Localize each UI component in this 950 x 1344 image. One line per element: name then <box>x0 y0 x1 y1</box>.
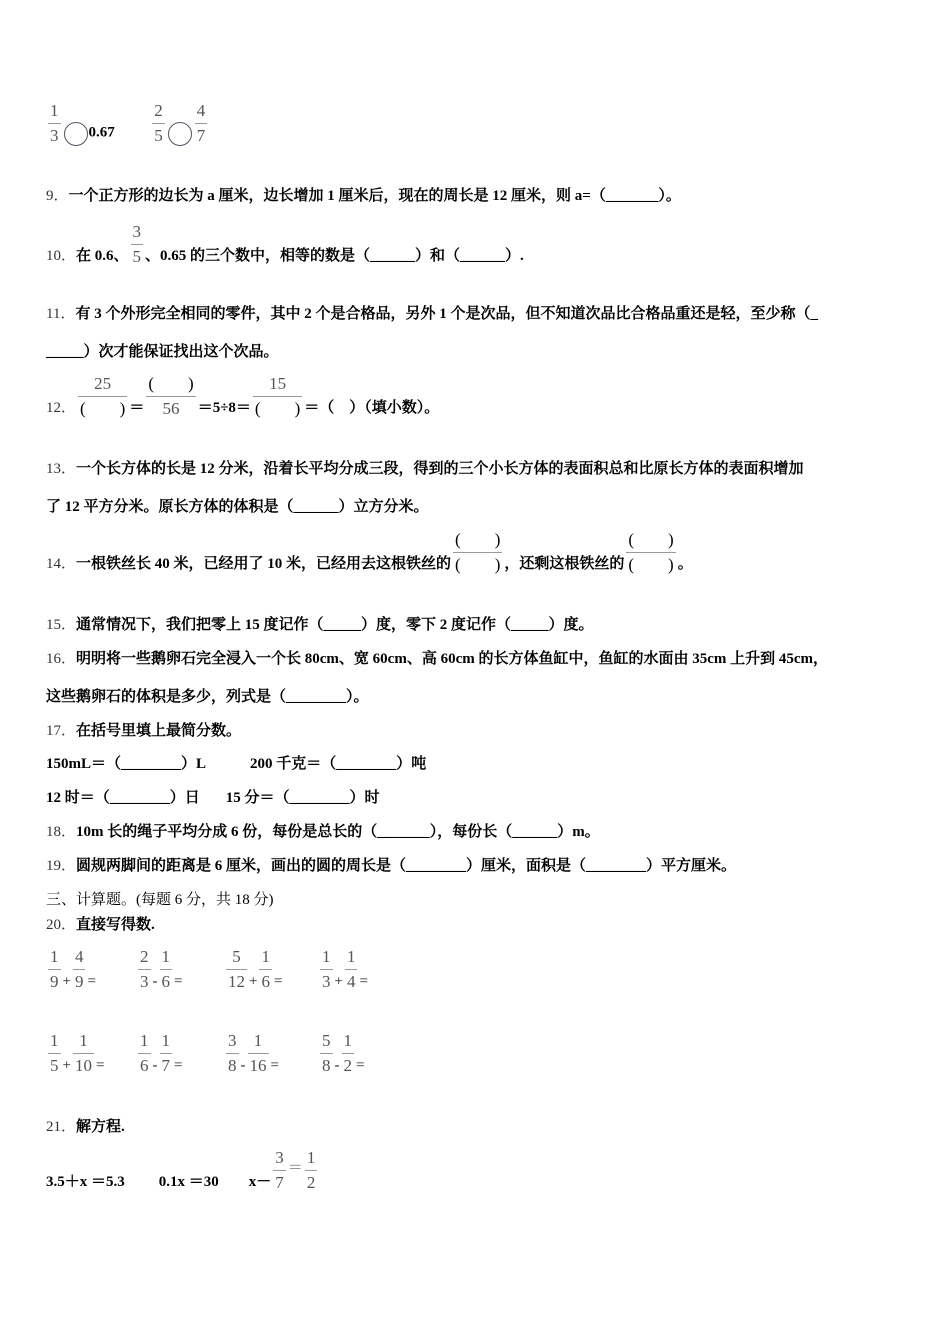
q-number: 17． <box>46 723 77 739</box>
q-number: 18． <box>46 824 77 840</box>
equals: = <box>359 973 368 990</box>
question-12 <box>46 374 439 419</box>
fraction <box>273 1148 286 1193</box>
exercise-item <box>46 1031 104 1076</box>
exercise-item <box>136 947 182 992</box>
q-text: 明明将一些鹅卵石完全浸入一个长 80cm、宽 60cm、高 60cm 的长方体鱼缸中，鱼缸的水面由 35cm 上升到 45cm， <box>76 651 829 667</box>
question-16-cont <box>46 687 369 707</box>
denominator: 6 <box>261 972 270 991</box>
denominator: 7 <box>161 1056 170 1075</box>
value: 0.67 <box>88 124 115 141</box>
numerator: 1 <box>50 1031 59 1050</box>
fraction <box>146 374 195 419</box>
equals: ＝ <box>287 1159 303 1176</box>
fraction <box>305 1148 318 1193</box>
denominator: 8 <box>228 1056 237 1075</box>
q-number: 12． <box>46 399 77 416</box>
denominator: 2 <box>306 1173 316 1192</box>
exercise-item <box>136 1031 182 1076</box>
numerator: 5 <box>322 1031 331 1050</box>
denominator: 5 <box>132 247 142 266</box>
q17-row1 <box>46 754 426 774</box>
q-text: ＝（ ）（填小数）。 <box>304 399 440 416</box>
fraction <box>253 374 302 419</box>
fraction <box>345 947 358 992</box>
fraction <box>78 374 127 419</box>
q-text: 10m 长的绳子平均分成 6 份，每份是总长的（_______），每份长（______）m。 <box>76 824 600 840</box>
fraction <box>226 947 247 992</box>
q-text: 一个长方体的长是 12 分米，沿着长平均分成三段，得到的三个小长方体的表面积总和比原长方体的表面积增加 <box>76 461 804 477</box>
equations-row <box>46 1148 319 1193</box>
numerator: 1 <box>261 947 270 966</box>
denominator: 4 <box>346 972 356 991</box>
denominator: 16 <box>249 1056 267 1075</box>
denominator: ( ) <box>455 555 501 574</box>
fraction <box>160 1031 173 1076</box>
denominator: 5 <box>50 1056 59 1075</box>
q-text: 200 千克＝（________）吨 <box>250 756 427 772</box>
q-text: 一根铁丝长 40 米，已经用了 10 米，已经用去这根铁丝的 <box>76 555 452 572</box>
question-14 <box>46 530 693 575</box>
q-text: 。 <box>677 555 693 572</box>
q17-row2 <box>46 788 380 808</box>
numerator: 1 <box>346 947 356 966</box>
q-text: 通常情况下，我们把零上 15 度记作（_____）度，零下 2 度记作（_____）度。 <box>76 617 594 633</box>
operator: - <box>152 973 158 990</box>
q-text: 150mL＝（________）L <box>46 756 207 772</box>
question-17 <box>46 721 241 741</box>
section-heading: 三、计算题。(每题 6 分，共 18 分) <box>46 892 274 908</box>
numerator: 1 <box>161 947 170 966</box>
q-text: 这些鹅卵石的体积是多少，列式是（________）。 <box>46 689 369 705</box>
fraction <box>248 1031 269 1076</box>
numerator: 4 <box>196 100 206 120</box>
question-19 <box>46 856 736 876</box>
equals: = <box>356 1057 365 1074</box>
q-number: 20． <box>46 917 77 933</box>
q-number: 10． <box>46 247 77 264</box>
operator: - <box>334 1057 340 1074</box>
fraction <box>342 1031 355 1076</box>
numerator: 1 <box>140 1031 149 1050</box>
operator: + <box>62 973 71 990</box>
q-text: 一个正方形的边长为 a 厘米，边长增加 1 厘米后，现在的周长是 12 厘米，则 a=（_______）。 <box>68 188 681 204</box>
equals: = <box>174 1057 183 1074</box>
denominator: 8 <box>322 1056 331 1075</box>
fraction <box>152 101 165 146</box>
denominator: 3 <box>50 125 59 145</box>
exercise-item <box>318 1031 364 1076</box>
numerator: 3 <box>132 222 142 241</box>
q-number: 19． <box>46 858 77 874</box>
q-text: 圆规两脚间的距离是 6 厘米，画出的圆的周长是（________）厘米，面积是（________）平方厘米。 <box>76 858 737 874</box>
fraction <box>259 947 272 992</box>
q-text: 在 0.6、 <box>76 247 129 264</box>
fraction <box>160 947 173 992</box>
q-text: 、0.65 的三个数中，相等的数是（______）和（______）. <box>145 247 524 264</box>
fraction <box>48 101 61 146</box>
question-10 <box>46 222 524 267</box>
denominator: 56 <box>162 399 180 418</box>
denominator: ( ) <box>628 555 674 574</box>
fraction <box>453 530 502 575</box>
numerator: 2 <box>140 947 149 966</box>
q-number: 15． <box>46 617 77 633</box>
equals: = <box>87 973 96 990</box>
question-20 <box>46 915 155 935</box>
denominator: 7 <box>275 1173 284 1192</box>
numerator: 5 <box>232 947 241 966</box>
numerator: ( ) <box>628 530 674 549</box>
question-11 <box>46 304 818 324</box>
numerator: 1 <box>343 1031 352 1050</box>
compare-circle[interactable] <box>64 122 88 146</box>
equals: = <box>174 973 183 990</box>
numerator: 1 <box>322 947 331 966</box>
q-text: _____）次才能保证找出这个次品。 <box>46 344 279 360</box>
q-number: 13． <box>46 461 77 477</box>
q-number: 14． <box>46 555 77 572</box>
operator: - <box>240 1057 246 1074</box>
fraction <box>73 1031 94 1076</box>
compare-row <box>46 100 209 146</box>
fraction <box>320 1031 333 1076</box>
compare-circle[interactable] <box>168 122 192 146</box>
denominator: 7 <box>196 125 206 145</box>
q-text: 解方程. <box>76 1119 125 1135</box>
equals: = <box>95 1057 105 1074</box>
q-number: 16． <box>46 651 77 667</box>
denominator: 6 <box>140 1056 149 1075</box>
numerator: 3 <box>275 1148 284 1167</box>
q-text: 在括号里填上最简分数。 <box>76 723 242 739</box>
equals: ＝ <box>129 399 145 416</box>
numerator: 15 <box>269 374 287 393</box>
operator: + <box>62 1057 71 1074</box>
equals: = <box>273 973 283 990</box>
numerator: 1 <box>50 100 59 120</box>
question-21 <box>46 1117 125 1137</box>
denominator: 2 <box>343 1056 352 1075</box>
denominator: 5 <box>154 125 163 145</box>
denominator: 12 <box>228 972 245 991</box>
q-text: ，还剩这根铁丝的 <box>504 555 625 572</box>
denominator: ( ) <box>254 399 301 418</box>
question-18 <box>46 822 600 842</box>
exercise-item <box>46 947 96 992</box>
numerator: 25 <box>94 374 112 393</box>
numerator: 1 <box>306 1148 316 1167</box>
denominator: 9 <box>50 972 59 991</box>
operator: + <box>249 973 258 990</box>
equals: = <box>270 1057 279 1074</box>
q-number: 21． <box>46 1119 77 1135</box>
denominator: 10 <box>74 1056 92 1075</box>
numerator: ( ) <box>455 530 501 549</box>
equation: 3.5＋x ＝5.3 <box>46 1173 125 1190</box>
fraction <box>226 1031 239 1076</box>
question-16 <box>46 649 828 669</box>
fraction <box>138 1031 151 1076</box>
numerator: 1 <box>253 1031 263 1050</box>
q-text: 了 12 平方分米。原长方体的体积是（______）立方分米。 <box>46 499 429 515</box>
exercise-item <box>224 947 282 992</box>
fraction <box>73 947 86 992</box>
q-number: 11． <box>46 306 76 322</box>
question-9 <box>46 186 681 206</box>
fraction <box>195 101 208 146</box>
numerator: 3 <box>228 1031 237 1050</box>
q-number: 9． <box>46 188 69 204</box>
denominator: 6 <box>161 972 170 991</box>
q-text: 15 分＝（________）时 <box>225 790 380 806</box>
fraction <box>320 947 333 992</box>
numerator: 2 <box>154 100 163 120</box>
fraction <box>626 530 675 575</box>
q-text: 12 时＝（________）日 <box>46 790 200 806</box>
question-15 <box>46 615 594 635</box>
numerator: 1 <box>161 1031 170 1050</box>
numerator: ( ) <box>148 374 194 393</box>
numerator: 1 <box>79 1031 88 1050</box>
exercise-item <box>224 1031 279 1076</box>
fraction <box>48 1031 61 1076</box>
question-13-cont <box>46 497 429 517</box>
numerator: 1 <box>50 947 59 966</box>
denominator: 9 <box>74 972 84 991</box>
question-13 <box>46 459 804 479</box>
fraction <box>131 222 144 267</box>
question-11-cont <box>46 342 279 362</box>
denominator: 3 <box>140 972 149 991</box>
q-text: 有 3 个外形完全相同的零件，其中 2 个是合格品，另外 1 个是次品，但不知道次品比合格品重还是轻，至少称（_ <box>75 306 818 322</box>
denominator: 3 <box>322 972 331 991</box>
q-text: ＝5÷8＝ <box>197 399 251 416</box>
q-text: 直接写得数. <box>76 917 155 933</box>
fraction <box>138 947 151 992</box>
equation: 0.1x ＝30 <box>158 1173 219 1190</box>
denominator: ( ) <box>80 399 126 418</box>
exercise-item <box>318 947 368 992</box>
operator: + <box>334 973 343 990</box>
equation: x－ <box>248 1173 272 1190</box>
fraction <box>48 947 61 992</box>
numerator: 4 <box>74 947 84 966</box>
operator: - <box>152 1057 158 1074</box>
